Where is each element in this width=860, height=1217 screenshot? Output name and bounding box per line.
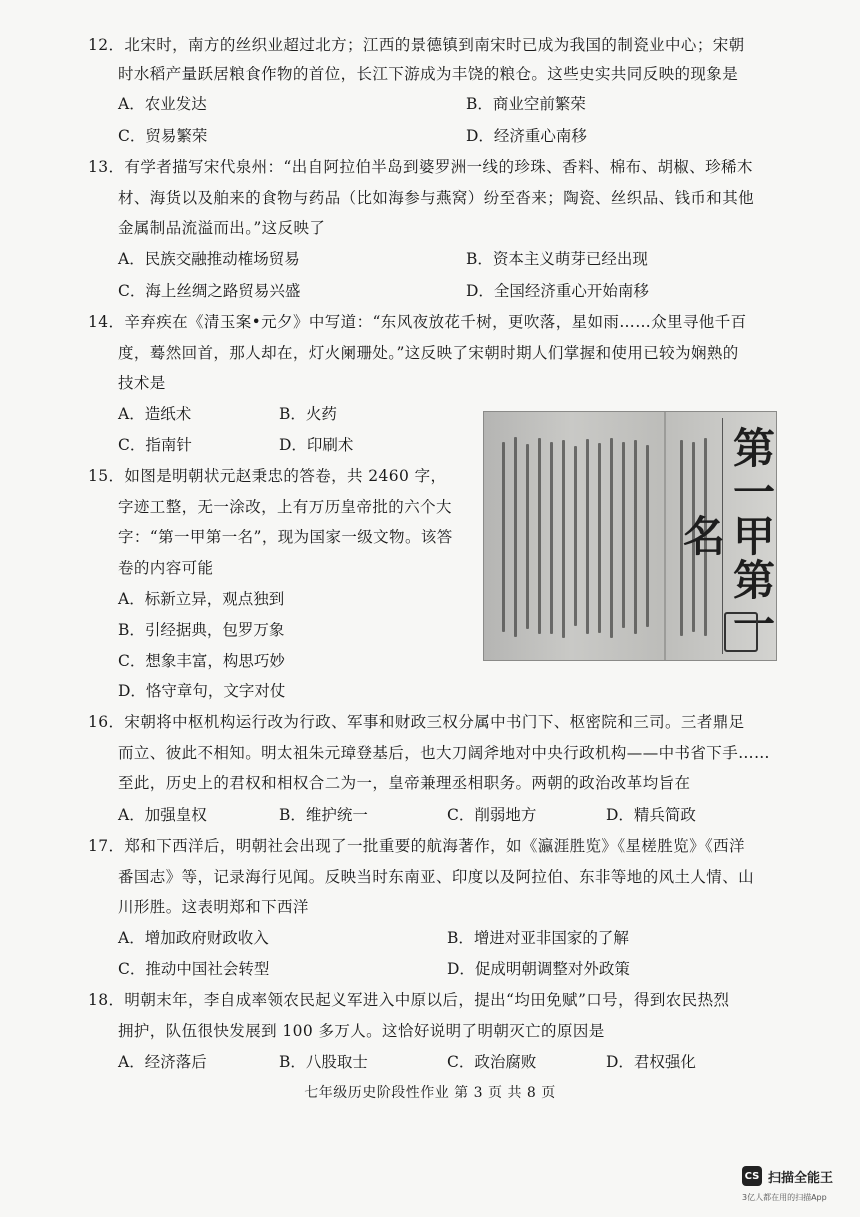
- q12-option-b: B．商业空前繁荣: [466, 95, 586, 113]
- q16-option-a: A．加强皇权: [118, 806, 207, 824]
- q17-option-a: A．增加政府财政收入: [118, 929, 269, 947]
- q16-line-2: 而立、彼此不相知。明太祖朱元璋登基后，也大刀阔斧地对中央行政机构——中书省下手……: [118, 744, 770, 762]
- q16-line-3: 至此，历史上的君权和相权合二为一，皇帝兼理丞相职务。两朝的政治改革均旨在: [118, 774, 691, 792]
- q13-option-b: B．资本主义萌芽已经出现: [466, 250, 648, 268]
- q17-line-3: 川形胜。这表明郑和下西洋: [118, 898, 309, 916]
- q14-line-1: 14．辛弃疾在《清玉案•元夕》中写道：“东风夜放花千树，更吹落，星如雨……众里寻他千百: [88, 313, 747, 331]
- q17-line-1: 17．郑和下西洋后，明朝社会出现了一批重要的航海著作，如《瀛涯胜览》《星槎胜览》《西洋: [88, 837, 745, 855]
- text-column: [622, 442, 625, 628]
- text-column: [574, 446, 577, 626]
- q14-option-a: A．造纸术: [118, 405, 192, 423]
- q12-option-c: C．贸易繁荣: [118, 127, 208, 145]
- paper-fold-line: [664, 412, 666, 660]
- q13-option-a: A．民族交融推动榷场贸易: [118, 250, 300, 268]
- cs-logo-icon: CS: [742, 1166, 762, 1186]
- text-column: [502, 442, 505, 632]
- q13-line-1: 13．有学者描写宋代泉州：“出自阿拉伯半岛到婆罗洲一线的珍珠、香料、棉布、胡椒、珍稀木: [88, 158, 753, 176]
- q16-option-b: B．维护统一: [279, 806, 368, 824]
- text-column: [634, 440, 637, 634]
- text-column: [598, 443, 601, 633]
- text-column: [526, 444, 529, 629]
- q13-option-c: C．海上丝绸之路贸易兴盛: [118, 282, 301, 300]
- q12-line-2: 时水稻产量跃居粮食作物的首位，长江下游成为丰饶的粮仓。这些史实共同反映的现象是: [118, 65, 739, 83]
- exam-answer-sheet-image: [483, 411, 777, 661]
- q15-option-b: B．引经据典，包罗万象: [118, 621, 285, 639]
- q16-line-1: 16．宋朝将中枢机构运行改为行政、军事和财政三权分属中书门下、枢密院和三司。三者鼎足: [88, 713, 745, 731]
- q15-line-4: 卷的内容可能: [118, 559, 214, 577]
- q14-line-3: 技术是: [118, 374, 166, 392]
- q18-option-b: B．八股取士: [279, 1053, 368, 1071]
- text-column: [538, 438, 541, 634]
- text-column: [586, 439, 589, 634]
- q18-option-d: D．君权强化: [606, 1053, 696, 1071]
- q18-line-2: 拥护，队伍很快发展到 100 多万人。这恰好说明了明朝灭亡的原因是: [118, 1022, 605, 1040]
- q13-line-3: 金属制品流溢而出。”这反映了: [118, 219, 326, 237]
- logo-name: 扫描全能王: [768, 1170, 834, 1186]
- q12-option-a: A．农业发达: [118, 95, 207, 113]
- logo-tagline: 3亿人都在用的扫描App: [742, 1193, 827, 1202]
- scanner-app-logo: [742, 1166, 833, 1186]
- q18-option-a: A．经济落后: [118, 1053, 207, 1071]
- imperial-title-text: 第一甲第一名: [677, 426, 776, 646]
- q16-option-c: C．削弱地方: [447, 806, 537, 824]
- q13-option-d: D．全国经济重心开始南移: [466, 282, 649, 300]
- q14-option-c: C．指南针: [118, 436, 192, 454]
- q15-line-1: 15．如图是明朝状元赵秉忠的答卷，共 2460 字，: [88, 467, 447, 485]
- q17-line-2: 番国志》等，记录海行见闻。反映当时东南亚、印度以及阿拉伯、东非等地的风土人情、山: [118, 868, 755, 886]
- q14-option-d: D．印刷术: [279, 436, 354, 454]
- q17-option-d: D．促成明朝调整对外政策: [447, 960, 630, 978]
- q15-option-c: C．想象丰富，构思巧妙: [118, 652, 285, 670]
- text-column: [562, 440, 565, 638]
- q15-line-3: 字：“第一甲第一名”，现为国家一级文物。该答: [118, 528, 453, 546]
- q15-line-2: 字迹工整，无一涂改，上有万历皇帝批的六个大: [118, 498, 452, 516]
- page-footer: 七年级历史阶段性作业 第 3 页 共 8 页: [304, 1085, 556, 1101]
- q14-option-b: B．火药: [279, 405, 337, 423]
- text-column: [646, 445, 649, 627]
- q16-option-d: D．精兵简政: [606, 806, 696, 824]
- text-column: [610, 438, 613, 638]
- text-column: [550, 442, 553, 634]
- seal-stamp: [724, 612, 758, 652]
- q17-option-b: B．增进对亚非国家的了解: [447, 929, 629, 947]
- q12-option-d: D．经济重心南移: [466, 127, 587, 145]
- q17-option-c: C．推动中国社会转型: [118, 960, 270, 978]
- q13-line-2: 材、海货以及舶来的食物与药品（比如海参与燕窝）纷至沓来；陶瓷、丝织品、钱币和其他: [118, 189, 755, 207]
- q15-option-a: A．标新立异，观点独到: [118, 590, 285, 608]
- q18-option-c: C．政治腐败: [447, 1053, 537, 1071]
- q15-option-d: D．恪守章句，文字对仗: [118, 682, 286, 700]
- text-column: [514, 437, 517, 637]
- q14-line-2: 度，蓦然回首，那人却在，灯火阑珊处。”这反映了宋朝时期人们掌握和使用已较为娴熟的: [118, 344, 739, 362]
- q18-line-1: 18．明朝末年，李自成率领农民起义军进入中原以后，提出“均田免赋”口号，得到农民热烈: [88, 991, 730, 1009]
- q12-line-1: 12．北宋时，南方的丝织业超过北方；江西的景德镇到南宋时已成为我国的制瓷业中心；宋朝: [88, 36, 745, 54]
